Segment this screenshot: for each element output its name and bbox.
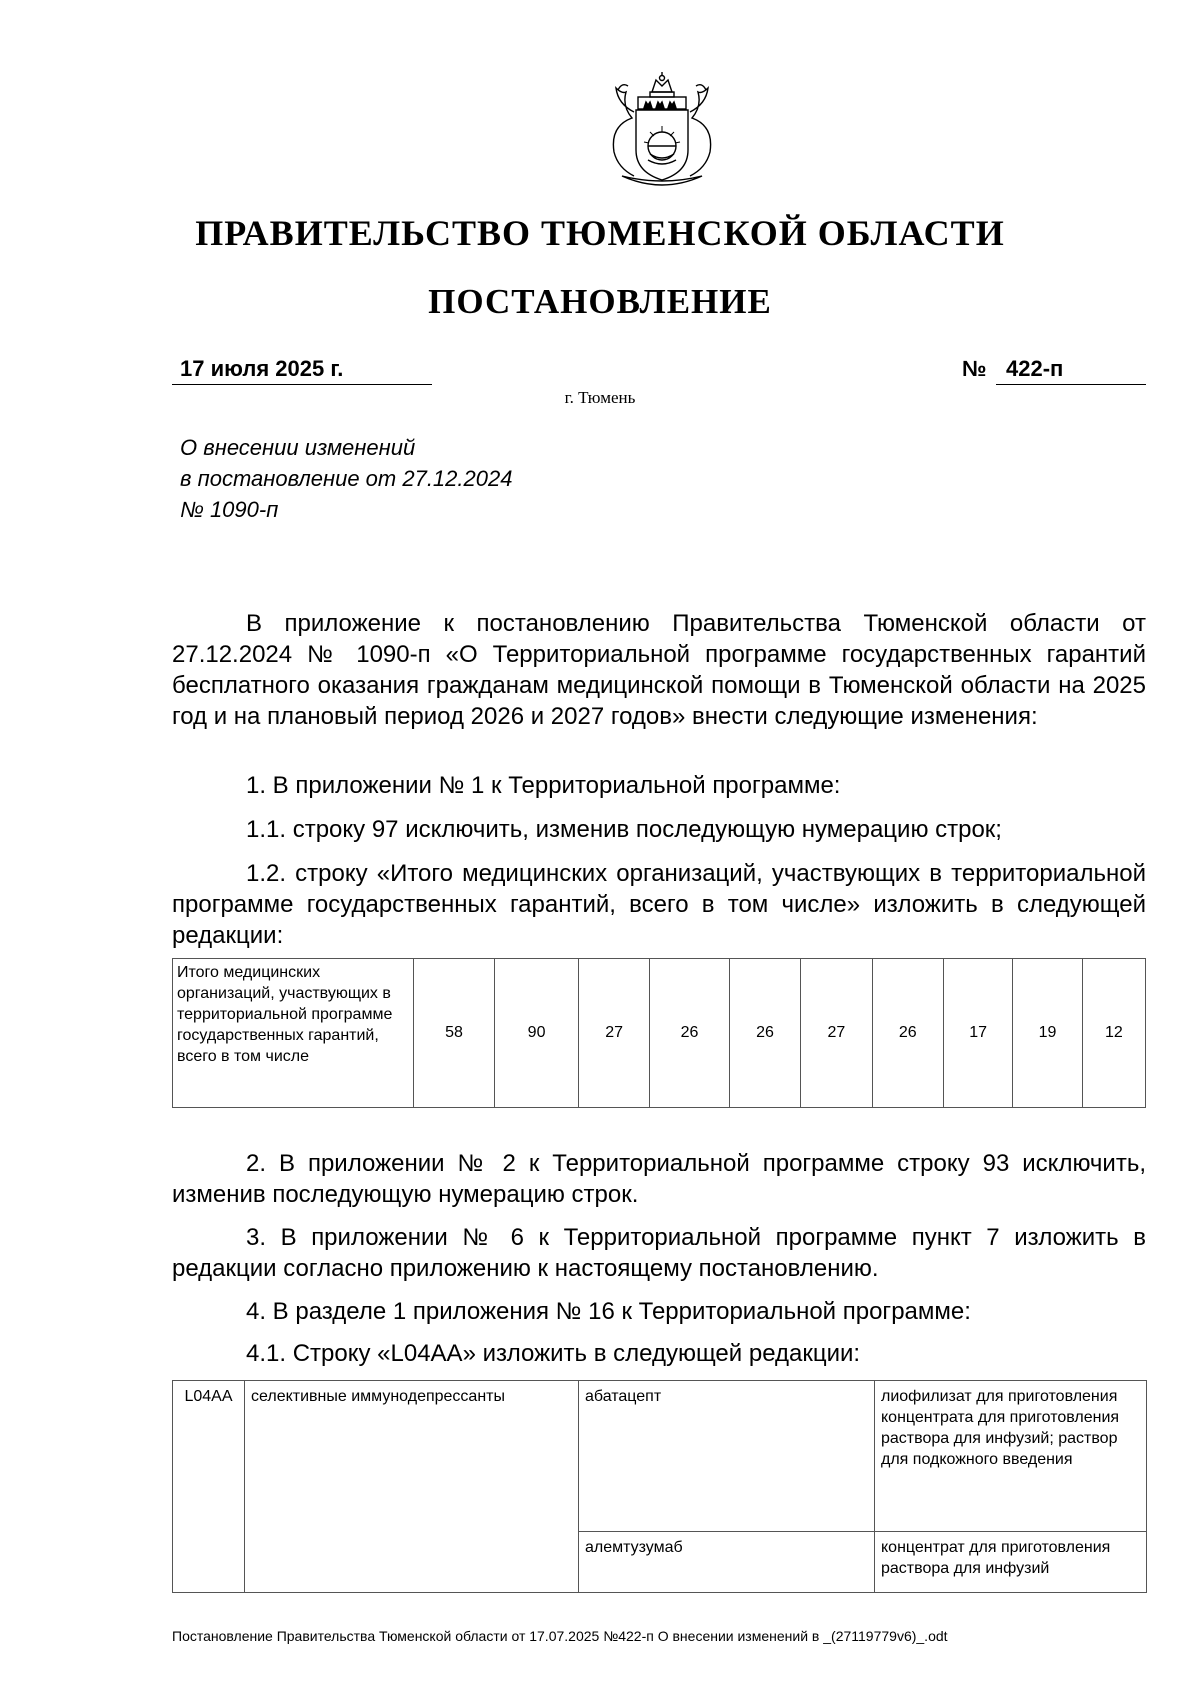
coat-of-arms-icon bbox=[596, 72, 728, 192]
table-cell-group: селективные иммунодепрессанты bbox=[245, 1381, 579, 1593]
table-cell-value: 19 bbox=[1013, 959, 1082, 1108]
document-type: ПОСТАНОВЛЕНИЕ bbox=[428, 282, 772, 321]
table-cell-value: 90 bbox=[495, 959, 579, 1108]
paragraph-3: 3. В приложении № 6 к Территориальной программе пункт 7 изложить в редакции согласно приложению к настоящему постановлению. bbox=[172, 1224, 1146, 1282]
table-cell-drug: алемтузумаб bbox=[579, 1532, 875, 1593]
table-cell-value: 17 bbox=[944, 959, 1013, 1108]
table-cell-label: Итого медицинских организаций, участвующих в территориальной программе государственных гарантий, всего в том числе bbox=[173, 959, 414, 1108]
paragraph-1-2: 1.2. строку «Итого медицинских организаций, участвующих в территориальной программе государственных гарантий, всего в том числе» изложить в следующей редакции: bbox=[172, 860, 1146, 949]
document-number: 422-п bbox=[996, 354, 1146, 385]
table-cell-value: 26 bbox=[872, 959, 943, 1108]
table-cell-form: лиофилизат для приготовления концентрата для приготовления раствора для инфузий; раствор для подкожного введения bbox=[875, 1381, 1147, 1532]
paragraph-4-1: 4.1. Строку «L04AA» изложить в следующей редакции: bbox=[246, 1340, 861, 1367]
number-sign: № bbox=[962, 356, 987, 381]
table-cell-code: L04AA bbox=[173, 1381, 245, 1593]
table-row bbox=[173, 959, 1146, 1108]
table-cell-value: 58 bbox=[413, 959, 495, 1108]
table-cell-value: 12 bbox=[1082, 959, 1145, 1108]
table-cell-value: 26 bbox=[729, 959, 800, 1108]
drug-table bbox=[172, 1380, 1147, 1593]
document-footer: Постановление Правительства Тюменской области от 17.07.2025 №422-п О внесении изменений в _(27119779v6)_.odt bbox=[172, 1628, 948, 1644]
paragraph-2: 2. В приложении № 2 к Территориальной программе строку 93 исключить, изменив последующую нумерацию строк. bbox=[172, 1150, 1146, 1208]
subject-line: № 1090-п bbox=[180, 497, 279, 522]
paragraph-1: 1. В приложении № 1 к Территориальной программе: bbox=[246, 772, 841, 799]
table-cell-value: 27 bbox=[578, 959, 649, 1108]
paragraph-1-1: 1.1. строку 97 исключить, изменив последующую нумерацию строк; bbox=[246, 816, 1002, 843]
table-cell-form: концентрат для приготовления раствора для инфузий bbox=[875, 1532, 1147, 1593]
subject-line: в постановление от 27.12.2024 bbox=[180, 466, 513, 491]
table-cell-value: 26 bbox=[650, 959, 730, 1108]
table-cell-value: 27 bbox=[801, 959, 872, 1108]
government-title: ПРАВИТЕЛЬСТВО ТЮМЕНСКОЙ ОБЛАСТИ bbox=[195, 213, 1005, 253]
document-subject bbox=[180, 432, 512, 525]
intro-paragraph: В приложение к постановлению Правительства Тюменской области от 27.12.2024 № 1090-п «О Территориальной программе государственных гарантий бесплатного оказания гражданам медицинской помощи в Тюменской области на 2025 год и на плановый период 2026 и 2027 годов» внести следующие изменения: bbox=[172, 610, 1146, 730]
city: г. Тюмень bbox=[564, 388, 636, 407]
paragraph-4: 4. В разделе 1 приложения № 16 к Территориальной программе: bbox=[246, 1298, 971, 1325]
totals-table bbox=[172, 958, 1146, 1108]
table-cell-drug: абатацепт bbox=[579, 1381, 875, 1532]
table-row bbox=[173, 1381, 1147, 1532]
document-date: 17 июля 2025 г. bbox=[172, 354, 432, 385]
subject-line: О внесении изменений bbox=[180, 435, 416, 460]
